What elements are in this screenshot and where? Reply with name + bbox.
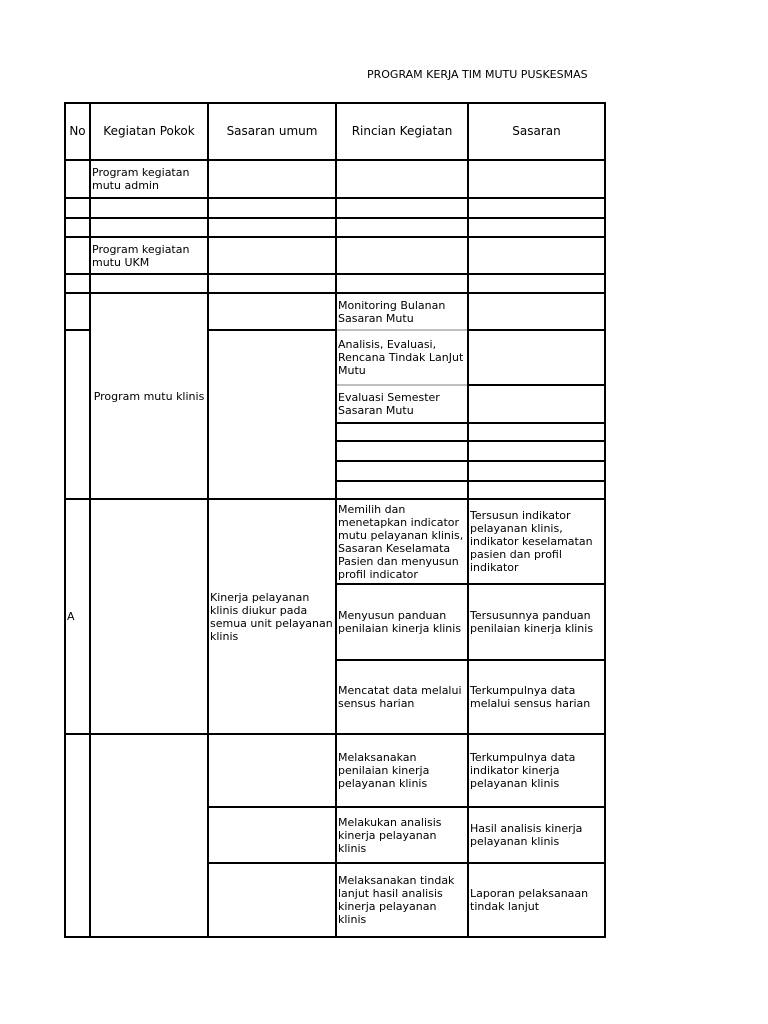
kegiatan-pokok-klinis: Program mutu klinis (93, 389, 205, 403)
sasaran-data-sensus: Terkumpulnya data melalui sensus harian (470, 684, 591, 710)
rincian-monitoring: Monitoring Bulanan Sasaran Mutu (338, 298, 446, 325)
kegiatan-pokok-ukm: Program kegiatan mutu UKM (92, 242, 190, 269)
sasaran-umum-kinerja: Kinerja pelayanan klinis diukur pada semua unit pelayanan klinis (210, 590, 333, 643)
rincian-penilaian-kinerja: Melaksanakan penilaian kinerja pelayanan klinis (338, 751, 430, 790)
rincian-tindak-lanjut: Melaksanakan tindak lanjut hasil analisis kinerja pelayanan klinis (338, 874, 455, 926)
header-rincian-kegiatan: Rincian Kegiatan (351, 124, 453, 138)
rincian-analisis-kinerja: Melakukan analisis kinerja pelayanan klinis (338, 815, 442, 855)
header-no: No (69, 124, 86, 138)
kegiatan-pokok-admin: Program kegiatan mutu admin (92, 166, 190, 192)
sasaran-hasil-analisis: Hasil analisis kinerja pelayanan klinis (470, 822, 583, 848)
sasaran-data-indikator: Terkumpulnya data indikator kinerja pelayanan klinis (470, 751, 576, 790)
header-kegiatan-pokok: Kegiatan Pokok (103, 124, 195, 138)
sasaran-laporan-tindak-lanjut: Laporan pelaksanaan tindak lanjut (470, 887, 589, 913)
rincian-panduan-penilaian: Menyusun panduan penilaian kinerja klinis (338, 609, 462, 635)
header-sasaran: Sasaran (512, 124, 561, 138)
row-number-a: A (67, 610, 75, 623)
sasaran-panduan-tersusun: Tersusunnya panduan penilaian kinerja klinis (470, 609, 594, 635)
rincian-sensus-harian: Mencatat data melalui sensus harian (338, 684, 462, 710)
header-sasaran-umum: Sasaran umum (226, 124, 318, 138)
page-title: PROGRAM KERJA TIM MUTU PUSKESMAS (367, 68, 588, 81)
rincian-memilih-indikator: Memilih dan menetapkan indicator mutu pelayanan klinis, Sasaran Keselamata Pasien dan menyusun profil indicator (338, 502, 464, 581)
sasaran-indikator-tersusun: Tersusun indikator pelayanan klinis, indikator keselamatan pasien dan profil indikator (470, 509, 593, 574)
rincian-analisis-rtl: Analisis, Evaluasi, Rencana Tindak LanJut Mutu (338, 338, 464, 377)
rincian-evaluasi-semester: Evaluasi Semester Sasaran Mutu (338, 391, 440, 417)
